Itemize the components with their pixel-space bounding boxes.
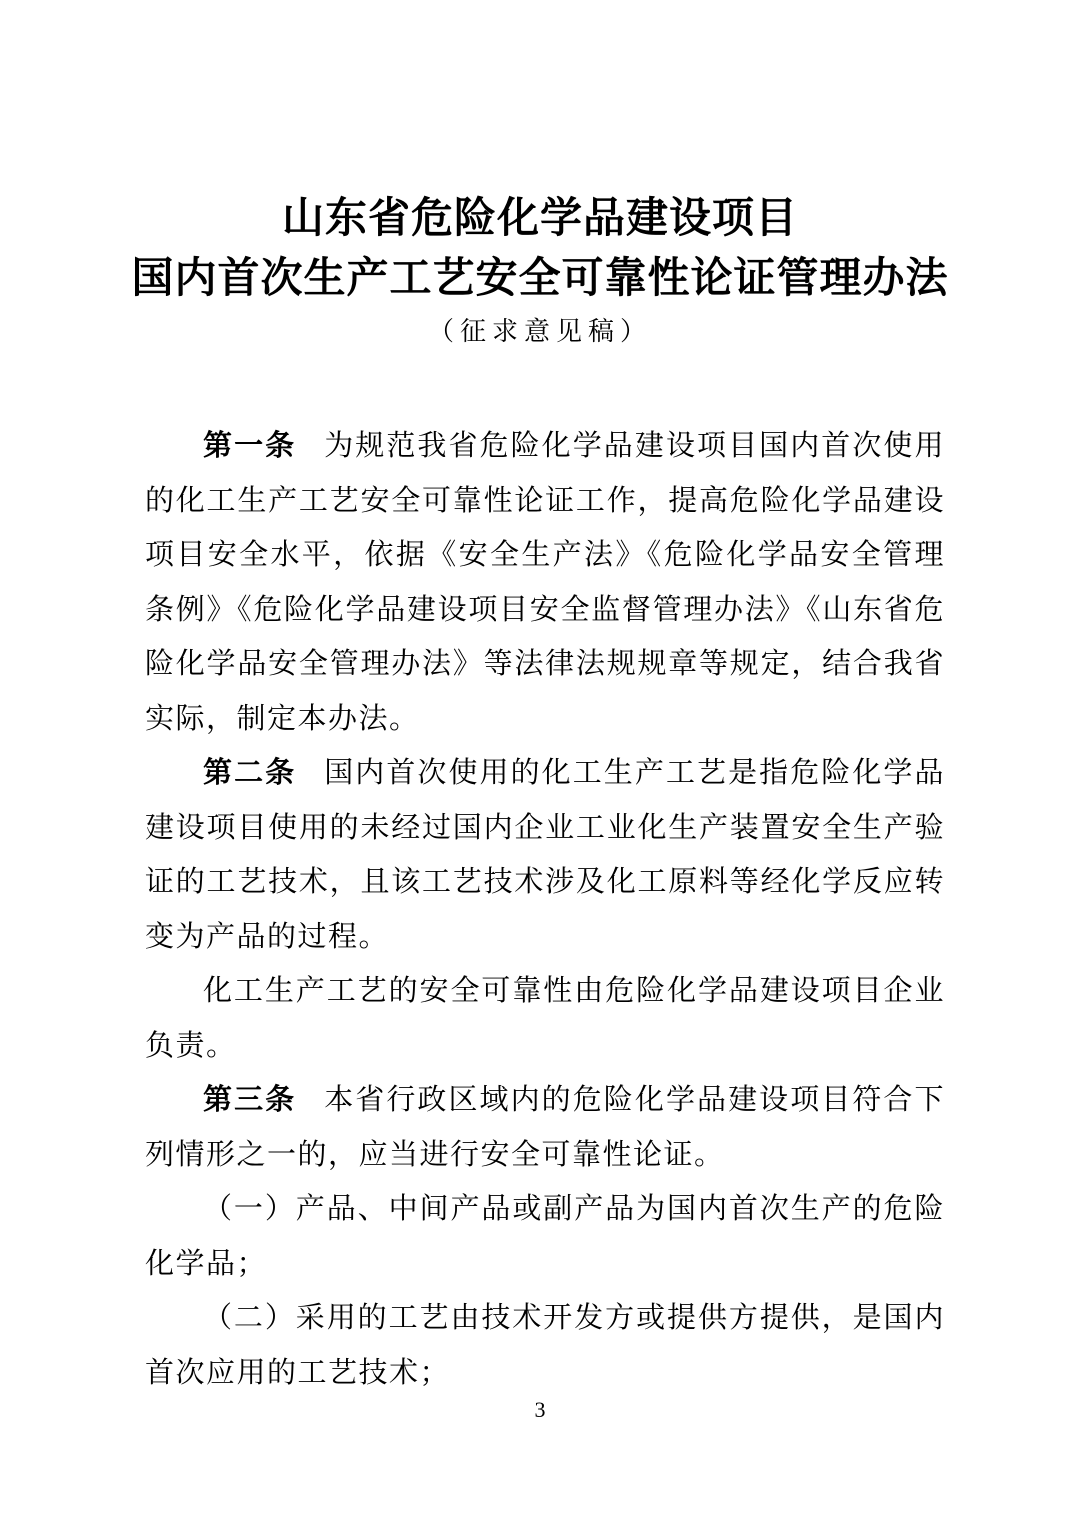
document-subtitle: （征求意见稿）	[427, 317, 652, 347]
article-label: 第一条	[203, 428, 297, 462]
article-label: 第二条	[203, 755, 297, 789]
paragraph-article-3	[145, 1072, 945, 1181]
paragraph-text: （一）产品、中间产品或副产品为国内首次生产的危险化学品；	[145, 1191, 945, 1280]
paragraph-text: 化工生产工艺的安全可靠性由危险化学品建设项目企业负责。	[145, 973, 945, 1062]
document-title-line-1: 山东省危险化学品建设项目	[281, 193, 798, 242]
document-body	[145, 418, 945, 1399]
paragraph-text: 国内首次使用的化工生产工艺是指危险化学品建设项目使用的未经过国内企业工业化生产装置安全生产验证的工艺技术，且该工艺技术涉及化工原料等经化学反应转变为产品的过程。	[145, 755, 945, 953]
paragraph-article-1	[145, 418, 945, 745]
paragraph-text: 为规范我省危险化学品建设项目国内首次使用的化工生产工艺安全可靠性论证工作，提高危险化学品建设项目安全水平，依据《安全生产法》《危险化学品安全管理条例》《危险化学品建设项目安全监督管理办法》《山东省危险化学品安全管理办法》等法律法规规章等规定，结合我省实际，制定本办法。	[145, 428, 945, 735]
document-title-line-2: 国内首次生产工艺安全可靠性论证管理办法	[131, 253, 949, 302]
paragraph-responsibility	[145, 963, 945, 1072]
paragraph-item-1	[145, 1181, 945, 1290]
article-label: 第三条	[203, 1082, 297, 1116]
paragraph-item-2	[145, 1290, 945, 1399]
page-number: 3	[534, 1397, 546, 1422]
paragraph-text: （二）采用的工艺由技术开发方或提供方提供，是国内首次应用的工艺技术；	[145, 1300, 945, 1389]
paragraph-text: 本省行政区域内的危险化学品建设项目符合下列情形之一的，应当进行安全可靠性论证。	[145, 1082, 945, 1171]
paragraph-article-2	[145, 745, 945, 963]
